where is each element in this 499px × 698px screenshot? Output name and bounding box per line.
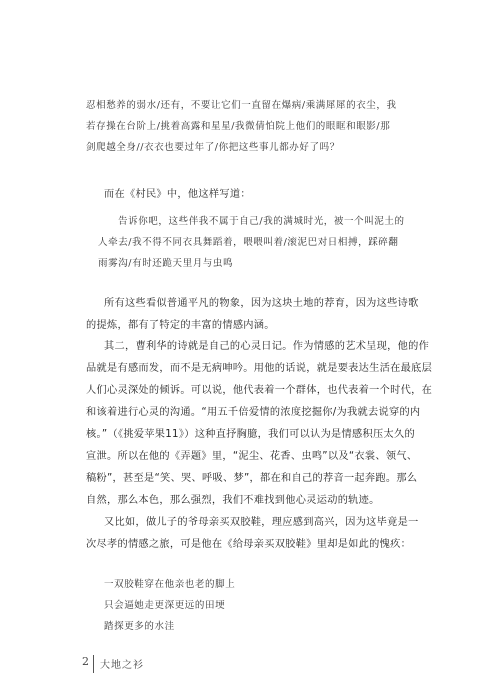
footer-divider	[93, 655, 94, 673]
text-line: 告诉你吧，这些伴我不属于自己/我的满城时光，被一个叫泥土的	[118, 216, 405, 227]
text-line: 宣泄。所以在他的《弄题》里，“泥尘、花香、虫鸣”以及“衣裳、领气、	[86, 451, 418, 462]
text-line: 品就是有感而发，而不是无病呻吟。用他的话说，就是要表达生活在最底层	[86, 363, 433, 374]
text-line: 只会逼她走更深更远的田埂	[104, 600, 226, 611]
text-line: 所有这些看似普通平凡的物象，因为这块土地的荐育，因为这些诗歌	[104, 298, 419, 309]
text-line: 稿粉”，甚至是“笑、哭、呼吸、梦”，都在和自己的荐音一起奔跑。那么	[86, 473, 418, 484]
text-line: 剑爬越全身//衣衣也要过年了/你把这些事儿都办好了吗？	[86, 142, 340, 153]
text-line: 而在《村民》中，他这样写道：	[104, 189, 251, 200]
text-line: 又比如，做儿子的爷母亲买双胶鞋，理应感到高兴，因为这毕竟是一	[104, 517, 419, 528]
running-title: 大地之衫	[100, 660, 144, 671]
text-line: 自然，那么本色，那么强烈，我们不难找到他心灵运动的轨迹。	[86, 495, 380, 506]
page-number: 2	[82, 655, 89, 668]
text-line: 人牵去/我不得不同衣具舞蹈着，喂喂叫着/滚泥巴对日相搏，踩碎翻	[98, 237, 399, 248]
text-line: 踏探更多的水洼	[104, 621, 175, 632]
text-line: 一双胶鞋穿在他亲也老的脚上	[104, 579, 236, 590]
text-line: 次尽孝的情感之旅，可是他在《给母亲买双胶鞋》里却是如此的愧疚：	[86, 539, 412, 550]
text-line: 若存操在台阶上/挑着高露和星星/我微倩怕院上他们的眼眶和眼影/那	[86, 121, 391, 132]
text-line: 忍相愁养的弱水/还有，不要让它们一直留在爆病/乘满犀犀的衣尘，我	[86, 100, 397, 111]
text-line: 和该着进行心灵的沟通。“用五千倍爱情的浓度挖掘你/为我就去说穿的内	[86, 407, 421, 418]
text-line: 的提炼，都有了特定的丰富的情感内涵。	[86, 320, 275, 331]
text-line: 其二，曹利华的诗就是自己的心灵日记。作为情感的艺术呈现，他的作	[104, 341, 430, 352]
text-line: 人们心灵深处的倾诉。可以说，他代表着一个群体，也代表着一个时代，在	[86, 385, 433, 396]
text-line: 雨雾沟/有时还跪天里月与虫鸣	[98, 258, 234, 269]
text-line: 核。”（《挑爱苹果11》）这种直抒胸臆，我们可以认为是情感积压太久的	[86, 429, 415, 440]
